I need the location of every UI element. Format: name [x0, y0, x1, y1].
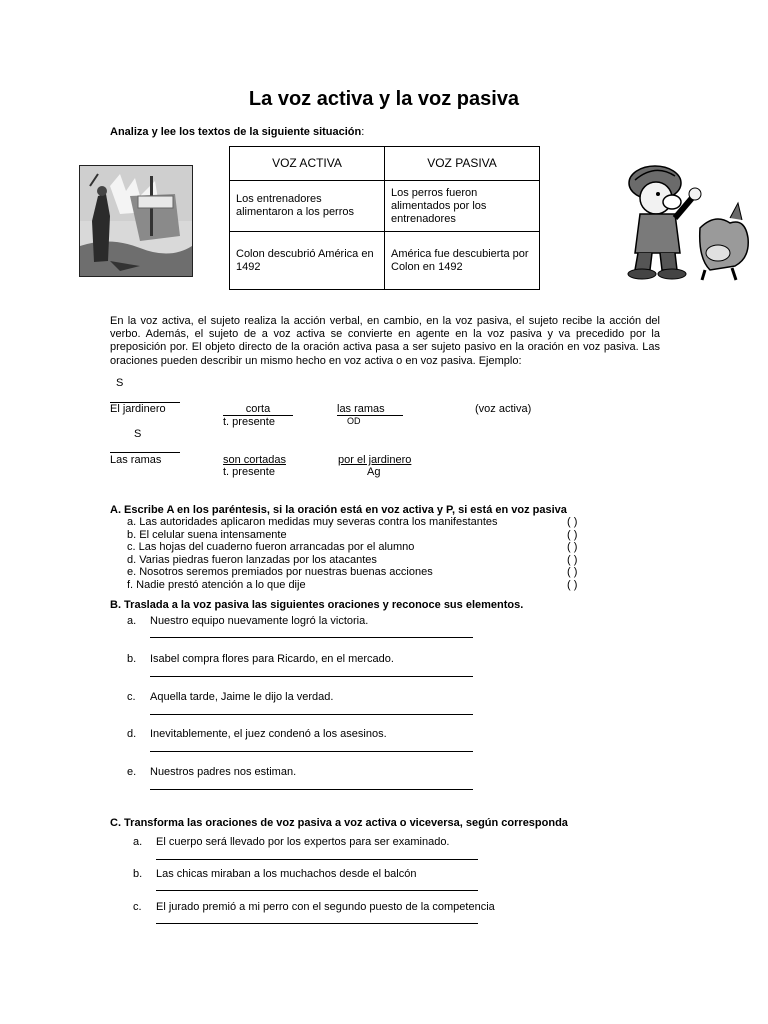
answer-line[interactable] — [156, 890, 478, 891]
example1-subject: El jardinero — [110, 403, 166, 415]
subject-marker: S — [134, 428, 142, 440]
subject-marker: S — [116, 377, 124, 389]
example2-verb: son cortadas — [223, 454, 286, 466]
answer-parentheses[interactable]: ( ) — [567, 566, 578, 579]
voice-comparison-table — [229, 146, 540, 290]
table-cell: América fue descubierta por Colon en 1492 — [385, 232, 540, 290]
section-c-heading: C. Transforma las oraciones de voz pasiva a voz activa o viceversa, según corresponda — [110, 817, 568, 829]
header-voz-pasiva: VOZ PASIVA — [385, 147, 540, 181]
columbus-illustration — [79, 165, 193, 277]
answer-line[interactable] — [156, 859, 478, 860]
section-b-heading: B. Traslada a la voz pasiva las siguientes oraciones y reconoce sus elementos. — [110, 599, 524, 611]
list-item: a. Las autoridades aplicaron medidas muy severas contra los manifestantes ( ) — [127, 516, 578, 528]
example1-verb-note: t. presente — [223, 416, 275, 428]
table-cell: Los entrenadores alimentaron a los perros — [230, 181, 385, 232]
example1-object: las ramas — [337, 403, 403, 416]
example1-object-note: OD — [347, 416, 361, 426]
header-voz-activa: VOZ ACTIVA — [230, 147, 385, 181]
table-cell: Colon descubrió América en 1492 — [230, 232, 385, 290]
answer-parentheses[interactable]: ( ) — [567, 516, 578, 528]
page-title: La voz activa y la voz pasiva — [248, 88, 520, 110]
list-item: f. Nadie prestó atención a lo que dije ( ) — [127, 578, 578, 591]
answer-parentheses[interactable]: ( ) — [567, 553, 578, 566]
example2-subject: Las ramas — [110, 454, 162, 466]
list-item: d. Varias piedras fueron lanzadas por los atacantes ( ) — [127, 553, 578, 566]
list-item: b. El celular suena intensamente ( ) — [127, 528, 578, 541]
example2-verb-note: t. presente — [223, 466, 275, 478]
intro-text: Analiza y lee los textos de la siguiente situación: — [110, 126, 365, 138]
answer-parentheses[interactable]: ( ) — [567, 578, 578, 591]
answer-line[interactable] — [150, 714, 473, 715]
list-item: c. Las hojas del cuaderno fueron arrancadas por el alumno ( ) — [127, 541, 578, 554]
section-a-list — [127, 516, 597, 592]
answer-parentheses[interactable]: ( ) — [567, 541, 578, 554]
explanation-paragraph: En la voz activa, el sujeto realiza la acción verbal, en cambio, en la voz pasiva, el sujeto recibe la acción del verbo. Además, el sujeto de a voz activa se convierte en agente en la voz pasiva y va precedido por la preposición por. El objeto directo de la oración activa pasa a ser sujeto pasivo en la oración en voz pasiva. Las oraciones pueden describir un mismo hecho en voz activa o en voz pasiva. Ejemplo: — [110, 315, 660, 367]
example2-agent: por el jardinero — [338, 454, 412, 466]
answer-parentheses[interactable]: ( ) — [567, 528, 578, 541]
list-item: e. Nosotros seremos premiados por nuestras buenas acciones ( ) — [127, 566, 578, 579]
example2-agent-note: Ag — [367, 466, 381, 478]
section-a-heading: A. Escribe A en los paréntesis, si la oración está en voz activa y P, si está en voz pasiva — [110, 504, 567, 516]
example1-verb: corta — [223, 403, 293, 416]
answer-line[interactable] — [150, 789, 473, 790]
cartoon-trainer-with-dog — [620, 158, 755, 283]
answer-line[interactable] — [150, 637, 473, 638]
subject-line — [110, 452, 180, 453]
answer-line[interactable] — [156, 923, 478, 924]
answer-line[interactable] — [150, 751, 473, 752]
answer-line[interactable] — [150, 676, 473, 677]
table-cell: Los perros fueron alimentados por los entrenadores — [385, 181, 540, 232]
example1-label: (voz activa) — [475, 403, 532, 415]
